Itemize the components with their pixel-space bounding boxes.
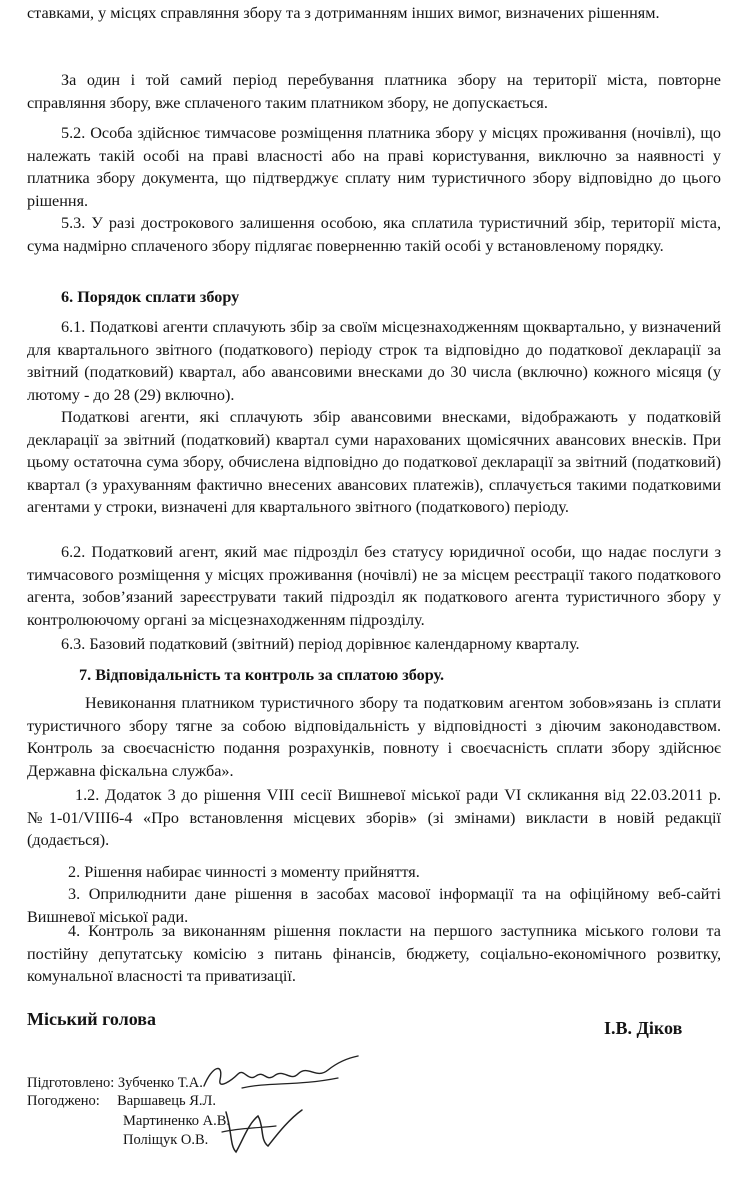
prepared-name: Зубченко Т.А. [117, 1075, 203, 1091]
mayor-name: І.В. Діков [604, 1018, 683, 1038]
paragraph-6-1: 6.1. Податкові агенти сплачують збір за своїм місцезнаходженням щоквартально, у визначений для квартального звітного (податкового) періоду строк та відповідно до податкової декларації за звітний (податковий) квартал, або авансовими внесками до 30 числа (включно) кожного місяця (у лютому - до 28 (29) включно). [27, 318, 721, 404]
paragraph-4: 4. Контроль за виконанням рішення покласти на першого заступника міського голови та постійну депутатську комісію з питань фінансів, бюджету, соціально-економічного розвитку, комунальної власності та приватизації. [27, 922, 721, 985]
agreed-name-1: Варшавець Я.Л. [117, 1093, 216, 1109]
handwritten-signature-approval [218, 1102, 308, 1158]
paragraph-5-3: 5.3. У разі дострокового залишення особою, яка сплатила туристичний збір, території міста, сума надмірно сплаченого збору підлягає поверненню такій особі у встановленому порядку. [27, 214, 721, 255]
paragraph-2: 2. Рішення набирає чинності з моменту прийняття. [68, 863, 420, 881]
paragraph-advance-payments: Податкові агенти, які сплачують збір авансовими внесками, відображають у податковій декларації за звітний (податковий) квартал суми нарахованих щомісячних авансових внесків. При цьому остаточна сума збору, обчислена відповідно до податкової декларації за звітний (податковий) квартал (з урахуванням фактично внесених авансових платежів), сплачується такими податковими агентами у строки, визначені для квартального звітного (податкового) періоду. [27, 408, 721, 516]
paragraph-6-3: 6.3. Базовий податковий (звітний) період дорівнює календарному кварталу. [61, 635, 580, 653]
agreed-name-2: Мартиненко А.В. [123, 1113, 231, 1129]
paragraph-continuation: ставками, у місцях справляння збору та з дотриманням інших вимог, визначених рішенням. [27, 4, 660, 22]
mayor-title: Міський голова [27, 1009, 156, 1029]
agreed-label: Погоджено: [27, 1093, 100, 1109]
prepared-line [27, 1074, 203, 1093]
prepared-label: Підготовлено: [27, 1075, 115, 1091]
paragraph-3: 3. Оприлюднити дане рішення в засобах масової інформації та на офіційному веб-сайті Вишневої міської ради. [27, 885, 721, 926]
section-heading-7: 7. Відповідальність та контроль за сплатою збору. [79, 666, 445, 684]
paragraph-repeat-collection: За один і той самий період перебування платника збору на території міста, повторне справляння збору, вже сплаченого таким платником збору, не допускається. [27, 71, 721, 112]
paragraph-5-2: 5.2. Особа здійснює тимчасове розміщення платника збору у місцях проживання (ночівлі), що належать такій особі на праві власності або на праві користування, виключно за наявності у платника збору документа, що підтверджує сплату ним туристичного збору відповідно до цього рішення. [27, 124, 721, 210]
paragraph-liability: Невиконання платником туристичного збору та податковим агентом зобов»язань із сплати туристичного збору тягне за собою відповідальність у відповідності з діючим законодавством. Контроль за своєчасністю подання розрахунків, повноту і своєчасність сплати збору здійснює Державна фіскальна служба». [27, 694, 721, 780]
section-heading-6: 6. Порядок сплати збору [61, 288, 240, 306]
paragraph-6-2: 6.2. Податковий агент, який має підрозділ без статусу юридичної особи, що надає послуги з тимчасового розміщення у місцях проживання (ночівлі) не за місцем реєстрації такого податкового агента, зобов’язаний зареєструвати такий підрозділ як податкового агента туристичного збору у контролюючому органі за місцезнаходженням підрозділу. [27, 543, 721, 629]
handwritten-signature-zubchenko [198, 1052, 366, 1098]
agreed-name-3: Поліщук О.В. [123, 1132, 209, 1148]
agreed-line [27, 1092, 216, 1111]
paragraph-1-2: 1.2. Додаток 3 до рішення VIII сесії Вишневої міської ради VI скликання від 22.03.2011 р. №1-01/VIII6-4 «Про встановлення місцевих зборів» (зі змінами) викласти в новій редакції (додається). [27, 786, 721, 849]
